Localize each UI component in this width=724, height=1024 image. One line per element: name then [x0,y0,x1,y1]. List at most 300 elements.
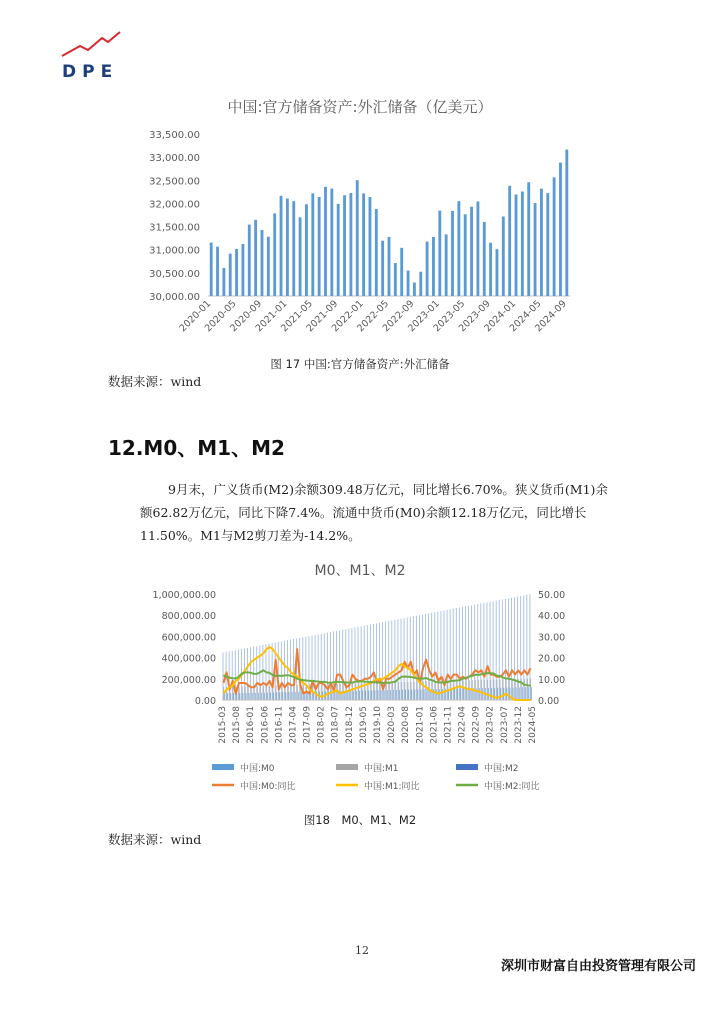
m1-bar [260,686,261,700]
m1-bar [463,680,464,700]
bar [464,214,467,296]
legend-m1-yoy [336,780,420,792]
m1-bar [263,686,264,700]
m0-bar [516,687,517,700]
m1-bar [454,681,455,700]
m0-bar [402,690,403,700]
legend-m1 [336,762,399,774]
legend-swatch [456,764,478,770]
m2-bar [305,637,306,700]
bar [502,216,505,296]
m1-bar [291,685,292,700]
m2-bar [330,632,331,700]
bar [254,220,257,296]
m2-bar [404,618,405,700]
m1-bar [438,681,439,700]
m0-bar [405,690,406,700]
m2-bar [413,616,414,700]
y-left-tick-label: 0.00 [194,696,216,707]
m0-bar [286,692,287,700]
m1-bar [248,686,249,700]
m1-bar [506,679,507,700]
m1-bar [389,682,390,700]
bar [375,209,378,296]
m1-bar [478,680,479,700]
m0-bar [427,689,428,700]
m2-bar [410,617,411,700]
x-tick-label: 2022-01 [329,298,366,335]
m2-bar [434,612,435,700]
m2-bar [517,597,518,700]
y-tick-label: 33,500.00 [149,130,200,141]
m2-bar [447,610,448,700]
x-tick-label: 2023-12 [513,706,524,744]
bar [432,237,435,296]
m2-bar [496,601,497,700]
y-tick-label: 33,000.00 [149,153,200,165]
m0-bar [280,692,281,700]
m0-bar [243,693,244,700]
m2-bar [348,629,349,700]
m1-bar [288,685,289,700]
x-tick-label: 2021-11 [443,706,454,744]
chart1-title: 中国:官方储备资产:外汇储备（亿美元） [227,98,493,116]
m2-bar [499,600,500,700]
m0-bar [234,693,235,700]
m0-bar [255,693,256,700]
bar [324,187,327,296]
x-tick-label: 2018-12 [344,706,355,744]
bar [521,191,524,296]
company-name: 深圳市财富自由投资管理有限公司 [500,959,696,974]
m2-bar [342,630,343,700]
x-tick-label: 2016-01 [246,706,257,744]
x-tick-label: 2022-09 [471,706,482,744]
m0-bar [458,689,459,700]
m2-bar [281,641,282,700]
legend-m2-yoy [456,780,540,792]
y-right-tick-label: 0.00 [538,696,560,707]
m1-bar [276,686,277,700]
chart2-source: 数据来源：wind [108,832,202,847]
x-tick-label: 2020-08 [401,706,412,744]
m0-bar [230,693,231,700]
m1-bar [282,685,283,700]
m2-bar [416,616,417,700]
m2-bar [493,601,494,700]
legend-m0 [212,762,275,774]
legend-label: 中国:M1 [364,764,399,774]
x-tick-label: 2021-05 [279,298,315,335]
m1-bar [395,682,396,700]
m1-bar [426,681,427,700]
bar [388,237,391,296]
m0-bar [353,691,354,700]
x-tick-label: 2016-06 [260,706,271,744]
y-tick-label: 31,500.00 [149,222,200,234]
bar [299,217,302,296]
bar [496,249,499,296]
bar [438,211,441,296]
bar [553,177,556,296]
m1-bar [233,687,234,700]
m2-bar [465,606,466,700]
y-right-tick-label: 40.00 [538,611,566,623]
bar [419,272,422,296]
x-tick-label: 2015-03 [218,706,228,744]
m1-bar [270,686,271,700]
x-tick-label: 2021-09 [304,298,341,335]
m0-bar [415,689,416,700]
bar [229,254,232,296]
m0-bar [295,692,296,700]
m2-bar [474,605,475,700]
m2-bar [391,620,392,700]
m0-bar [464,688,465,700]
m2-bar [437,612,438,700]
bar [222,268,225,296]
m0-bar [316,692,317,700]
m2-bar [284,641,285,700]
m0-bar [365,691,366,700]
x-tick-label: 2020-01 [177,298,214,335]
m1-bar [524,679,525,700]
m2-bar [505,599,506,700]
bar [356,180,359,296]
m0-bar [412,690,413,700]
chart1-source: 数据来源：wind [108,374,202,389]
bar [369,197,372,296]
m0-bar [240,693,241,700]
m0-bar [261,693,262,700]
m1-bar [374,683,375,700]
m2-bar [238,650,239,700]
bar [559,163,562,296]
m0-bar [421,689,422,700]
bar [210,243,213,296]
bar [216,247,219,296]
m0-bar [270,692,271,700]
m2-bar [373,624,374,700]
m1-bar [392,682,393,700]
m1-bar [251,686,252,700]
m1-bar [340,684,341,700]
m0-bar [519,687,520,700]
fx-reserves-chart [100,118,620,348]
x-tick-label: 2021-01 [415,706,426,744]
m2-bar [419,615,420,700]
m0-bar [273,692,274,700]
m1-bar [466,680,467,700]
m0-bar [246,693,247,700]
y-right-tick-label: 50.00 [538,590,566,601]
m0-bar [356,691,357,700]
x-tick-label: 2020-05 [202,298,239,335]
m0-bar [424,689,425,700]
m0-bar [378,690,379,700]
m0-bar [384,690,385,700]
m0-bar [461,689,462,700]
m0-bar [393,690,394,700]
bar [349,193,352,296]
m1-bar [417,682,418,700]
m1-bar [294,685,295,700]
x-tick-label: 2019-10 [373,706,383,744]
m2-bar [471,605,472,700]
bar [470,207,473,296]
bar [330,189,333,296]
m0-bar [258,693,259,700]
m0-bar [369,690,370,700]
m2-bar [379,623,380,700]
m1-bar [441,681,442,700]
legend-label: 中国:M2 [484,764,519,774]
m1-bar [257,686,258,700]
m0-bar [522,687,523,700]
x-tick-label: 2018-02 [316,706,327,744]
m0-bar [283,692,284,700]
m0-bar [387,690,388,700]
bar [343,195,346,296]
x-tick-label: 2024-05 [507,298,544,335]
m2-bar [394,620,395,700]
m0-bar [396,690,397,700]
m1-bar [402,682,403,700]
company-logo [58,28,124,62]
m0-bar [359,691,360,700]
x-tick-label: 2016-11 [274,706,285,744]
bar [381,241,384,296]
x-tick-label: 2022-05 [355,298,392,335]
bar [413,283,416,296]
m1-bar [481,680,482,700]
m1-bar [530,679,531,700]
m2-bar [431,613,432,700]
m0-bar [531,687,532,700]
x-tick-label: 2020-09 [228,298,265,335]
m2-bar [407,617,408,700]
m2-bar [398,619,399,700]
y-left-tick-label: 200,000.00 [161,674,216,686]
m0-bar [528,687,529,700]
y-tick-label: 30,500.00 [149,268,200,280]
y-right-tick-label: 10.00 [538,674,566,686]
bar [483,222,486,296]
m2-bar [324,633,325,700]
x-tick-label: 2018-07 [330,706,341,744]
m0-bar [451,689,452,700]
bar [426,242,429,296]
m2-bar [321,634,322,700]
m0-bar [501,688,502,700]
x-tick-label: 2023-02 [485,706,496,744]
legend-label: 中国:M0:同比 [240,782,296,792]
m2-bar [480,604,481,700]
m1-bar [242,686,243,700]
bar [261,230,264,296]
m2-bar [530,594,531,700]
chart2-caption: 图18 M0、M1、M2 [303,813,417,827]
m0-bar [455,689,456,700]
bar [527,182,530,296]
m2-bar [388,621,389,700]
section-heading: 12.M0、M1、M2 [108,436,285,460]
m2-bar [376,623,377,700]
m1-bar [356,683,357,700]
m2-bar [502,599,503,700]
m0-bar [292,692,293,700]
m2-bar [477,604,478,700]
m1-bar [352,683,353,700]
x-tick-label: 2017-04 [288,706,299,744]
legend-m2 [456,762,519,774]
bar [407,271,410,296]
m2-bar [364,626,365,700]
m1-bar [408,682,409,700]
bar [337,204,340,296]
m1-bar [457,681,458,700]
bar [534,203,537,296]
x-tick-label: 2024-01 [482,298,519,335]
bar [565,150,568,296]
m2-bar [345,629,346,700]
m2-bar [508,598,509,700]
m0-bar [237,693,238,700]
money-supply-chart [140,582,610,802]
bar [242,244,245,296]
m0-bar [375,690,376,700]
bar [400,248,403,296]
page-number: 12 [355,944,369,957]
bar [445,234,448,296]
legend-m0-yoy [212,780,296,792]
m1-bar [460,680,461,700]
legend-swatch [336,764,358,770]
x-tick-label: 2022-09 [380,298,417,335]
m1-bar [371,683,372,700]
m0-bar [350,691,351,700]
legend-label: 中国:M2:同比 [484,782,540,792]
bar [267,237,270,296]
m0-bar [301,692,302,700]
m0-bar [418,689,419,700]
m1-bar [239,687,240,700]
m0-bar [267,693,268,700]
m1-bar [405,682,406,700]
m1-bar [319,684,320,700]
m0-bar [252,693,253,700]
x-tick-label: 2021-01 [253,298,290,335]
m2-bar [468,606,469,700]
m1-bar [245,686,246,700]
m0-bar [436,689,437,700]
bar [451,211,454,296]
m0-bar [442,689,443,700]
m2-bar [511,598,512,700]
y-left-tick-label: 1,000,000.00 [152,590,216,601]
x-tick-label: 2015-08 [232,706,243,744]
m2-bar [358,627,359,700]
y-tick-label: 31,000.00 [149,245,200,257]
y-right-tick-label: 20.00 [538,653,566,665]
chart2-title: M0、M1、M2 [314,563,406,579]
m0-bar [491,688,492,700]
m2-bar [456,608,457,700]
bar [546,193,549,296]
m0-bar [433,689,434,700]
bar [292,201,295,296]
m0-bar [408,690,409,700]
bar [476,201,479,296]
m0-bar [249,693,250,700]
bar [489,243,492,296]
m1-bar [398,682,399,700]
m2-bar [453,609,454,700]
m0-bar [224,693,225,700]
legend-label: 中国:M0 [240,764,275,774]
x-tick-label: 2022-04 [457,706,468,744]
y-left-tick-label: 800,000.00 [161,611,216,623]
m2-bar [247,648,248,700]
m2-bar [232,651,233,700]
m0-bar [372,690,373,700]
m0-bar [467,688,468,700]
x-tick-label: 2017-09 [302,706,313,744]
m0-bar [390,690,391,700]
m2-bar [520,596,521,700]
m2-bar [450,609,451,700]
m0-bar [264,693,265,700]
legend-label: 中国:M1:同比 [364,782,420,792]
y-left-tick-label: 400,000.00 [161,653,216,665]
m1-bar [414,682,415,700]
m1-bar [368,683,369,700]
x-tick-label: 2024-09 [533,298,569,335]
bar [248,225,251,296]
m2-bar [272,643,273,700]
m0-bar [439,689,440,700]
m1-bar [487,680,488,700]
bar [515,194,518,296]
m0-bar [276,692,277,700]
chart1-caption: 图 17 中国:官方储备资产:外汇储备 [270,357,450,371]
m0-bar [227,693,228,700]
m1-bar [386,683,387,700]
logo-text: DPE [62,62,119,82]
m1-bar [297,685,298,700]
y-tick-label: 30,000.00 [149,292,200,303]
bar [235,249,238,296]
legend-swatch [212,764,234,770]
m0-bar [479,688,480,700]
m0-bar [381,690,382,700]
m0-bar [399,690,400,700]
m1-bar [411,682,412,700]
x-tick-label: 2020-03 [387,706,398,744]
x-tick-label: 2019-05 [358,706,369,744]
m2-bar [361,626,362,700]
m2-bar [484,603,485,700]
m2-bar [385,622,386,700]
m2-bar [428,613,429,700]
m0-bar [510,688,511,700]
bar [362,193,365,296]
y-tick-label: 32,000.00 [149,199,200,211]
m0-bar [335,691,336,700]
m2-bar [229,651,230,700]
x-tick-label: 2021-06 [429,706,440,744]
m1-bar [435,681,436,700]
